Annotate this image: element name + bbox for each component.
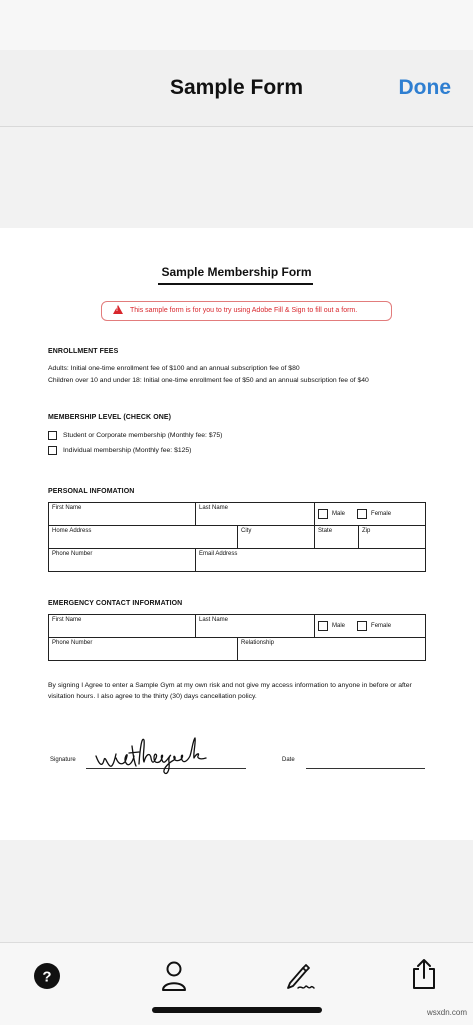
watermark: wsxdn.com xyxy=(426,1008,467,1017)
state-field[interactable] xyxy=(315,526,359,549)
share-icon xyxy=(410,957,438,991)
document-margin-bottom xyxy=(0,840,473,942)
emergency-male-checkbox[interactable] xyxy=(318,621,328,631)
zip-field[interactable] xyxy=(359,526,426,549)
share-button[interactable] xyxy=(406,956,442,992)
membership-individual-checkbox[interactable] xyxy=(48,446,57,455)
enrollment-adults: Adults: Initial one-time enrollment fee of $100 and an annual subscription fee of $80 xyxy=(48,365,300,372)
phone-field[interactable] xyxy=(49,549,196,572)
city-field[interactable] xyxy=(238,526,315,549)
relationship-label: Relationship xyxy=(241,640,275,646)
state-label: State xyxy=(318,528,333,534)
emergency-heading: EMERGENCY CONTACT INFORMATION xyxy=(48,600,183,607)
email-label: Email Address xyxy=(199,551,238,557)
emergency-female-label: Female xyxy=(371,623,392,629)
done-button[interactable]: Done xyxy=(398,76,451,99)
personal-info-table xyxy=(48,502,426,572)
enrollment-children: Children over 10 and under 18: Initial one-time enrollment fee of $50 and an annual subscription fee of $40 xyxy=(48,377,369,384)
enrollment-heading: ENROLLMENT FEES xyxy=(48,348,119,355)
page-title: Sample Form xyxy=(169,76,304,99)
gender-field xyxy=(315,503,426,526)
emergency-first-name-field[interactable] xyxy=(49,615,196,638)
help-icon xyxy=(33,962,61,990)
relationship-field[interactable] xyxy=(238,638,426,661)
sign-button[interactable] xyxy=(282,958,318,994)
svg-text:?: ? xyxy=(42,968,52,986)
emergency-female-checkbox[interactable] xyxy=(357,621,367,631)
membership-student-checkbox[interactable] xyxy=(48,431,57,440)
status-bar xyxy=(0,0,473,50)
emergency-last-name-label: Last Name xyxy=(199,617,229,623)
form-title: Sample Membership Form xyxy=(161,265,312,279)
signature-label: Signature xyxy=(50,757,76,763)
emergency-gender-field xyxy=(315,615,426,638)
sign-pen-icon xyxy=(284,961,316,991)
home-address-label: Home Address xyxy=(52,528,92,534)
emergency-phone-field[interactable] xyxy=(49,638,238,661)
phone-label: Phone Number xyxy=(52,551,93,557)
person-icon xyxy=(160,960,188,992)
title-underline xyxy=(158,283,313,285)
city-label: City xyxy=(241,528,252,534)
signature-drawing[interactable] xyxy=(92,728,216,778)
emergency-last-name-field[interactable] xyxy=(196,615,315,638)
personal-heading: PERSONAL INFOMATION xyxy=(48,488,135,495)
document-margin-top xyxy=(0,127,473,228)
female-label: Female xyxy=(371,511,392,517)
last-name-label: Last Name xyxy=(199,505,229,511)
first-name-field[interactable] xyxy=(49,503,196,526)
notice-text: This sample form is for you to try using Adobe Fill & Sign to fill out a form. xyxy=(130,307,358,314)
membership-heading: MEMBERSHIP LEVEL (CHECK ONE) xyxy=(48,414,172,421)
agreement-text: By signing I Agree to enter a Sample Gym at my own risk and not give my access information to anyone in before or after visitation hours. I also agree to the thirty (30) days cancellation policy. xyxy=(48,682,412,700)
home-indicator[interactable] xyxy=(152,1007,322,1013)
emergency-male-label: Male xyxy=(332,623,346,629)
date-line[interactable] xyxy=(306,768,425,769)
emergency-first-name-label: First Name xyxy=(52,617,82,623)
email-field[interactable] xyxy=(196,549,426,572)
membership-student-label: Student or Corporate membership (Monthly fee: $75) xyxy=(63,432,223,439)
date-label: Date xyxy=(282,757,295,763)
membership-individual-label: Individual membership (Monthly fee: $125) xyxy=(63,447,192,454)
female-checkbox[interactable] xyxy=(357,509,367,519)
last-name-field[interactable] xyxy=(196,503,315,526)
male-checkbox[interactable] xyxy=(318,509,328,519)
emergency-phone-label: Phone Number xyxy=(52,640,93,646)
zip-label: Zip xyxy=(362,528,371,534)
home-address-field[interactable] xyxy=(49,526,238,549)
help-button[interactable] xyxy=(29,958,65,994)
profile-button[interactable] xyxy=(156,958,192,994)
male-label: Male xyxy=(332,511,346,517)
warning-icon xyxy=(113,305,123,314)
warning-icon-mark: ! xyxy=(116,307,118,313)
first-name-label: First Name xyxy=(52,505,82,511)
emergency-contact-table xyxy=(48,614,426,661)
